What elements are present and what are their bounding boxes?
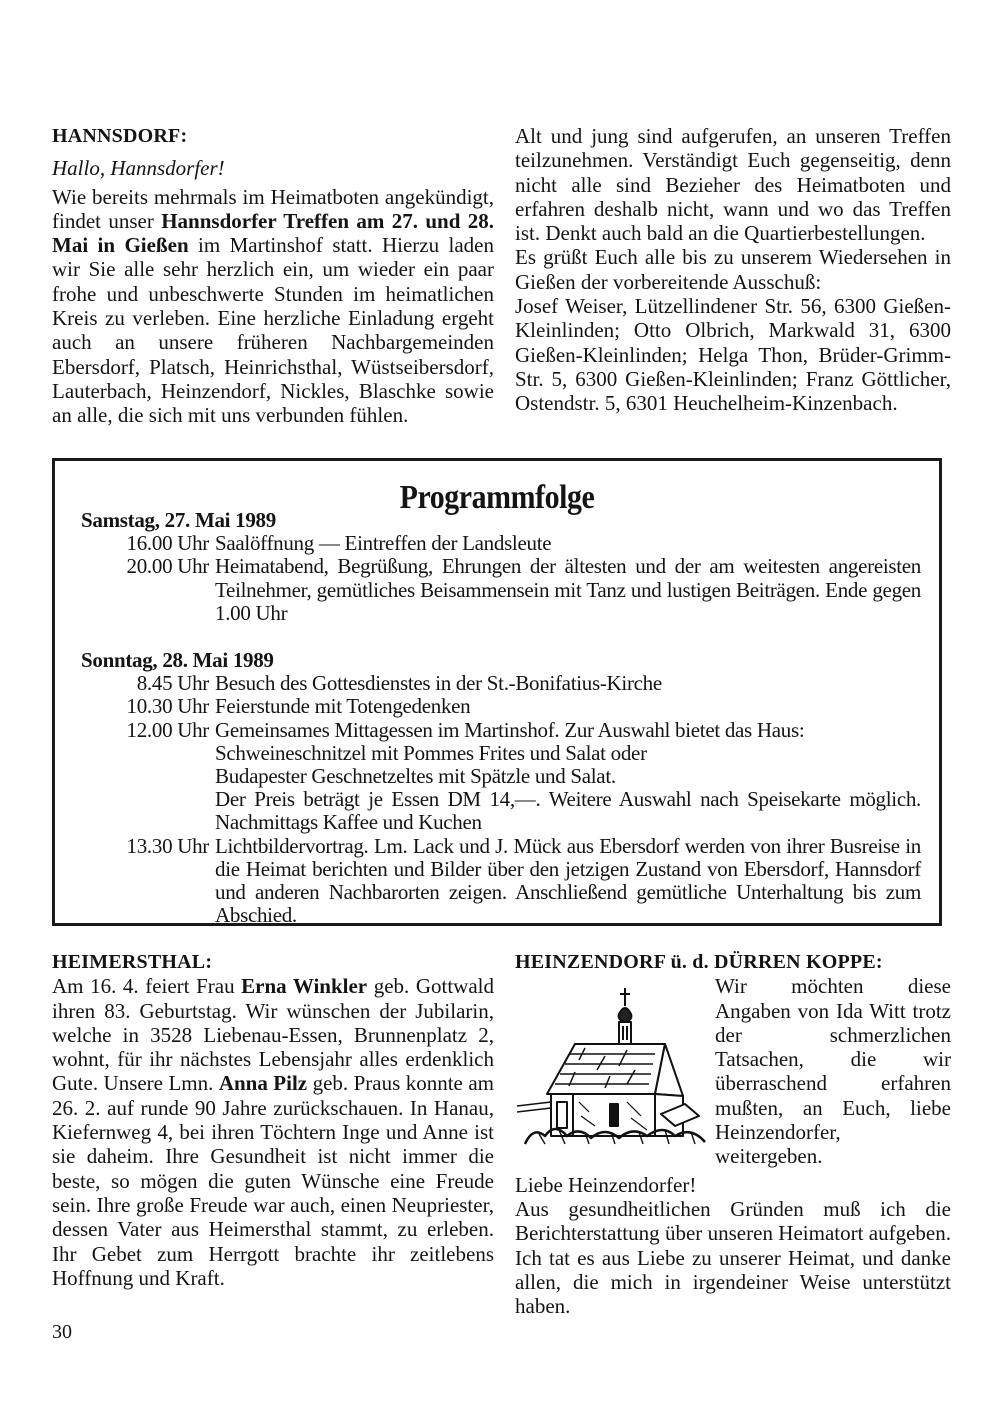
schedule-time: 12.00 Uhr [126, 717, 209, 742]
program-schedule [81, 509, 921, 927]
person-name: Erna Winkler [241, 974, 368, 999]
text-span: geb. Praus konnte am 26. 2. auf runde 90 Jahre zurückschauen. In Hanau, Kiefernweg 4, bei ihren Töchtern Inge und Anne ist sie daheim. Ihre Gesundheit ist nicht immer die beste, so mögen die guten Wünsche eine Freude sein. Ihre große Freude war auch, einen Neupriester, dessen Vater aus Heimersthal stammt, zu erleben. Ihr Gebet zum Herrgott brachte ihr zeitlebens Hoffnung und Kraft. [52, 1071, 494, 1290]
schedule-row [81, 555, 921, 625]
lunch-line: Schweineschnitzel mit Pommes Frites und Salat oder [215, 740, 647, 765]
schedule-row [81, 532, 921, 555]
schedule-description: Feierstunde mit Totengedenken [215, 694, 471, 719]
schedule-time: 10.30 Uhr [126, 694, 209, 719]
program-box [52, 458, 942, 926]
hannsdorf-heading: HANNSDORF: [52, 125, 188, 147]
schedule-row [81, 719, 921, 835]
page-number: 30 [52, 1321, 72, 1343]
schedule-time: 13.30 Uhr [126, 833, 209, 858]
hannsdorf-paragraph-1 [52, 185, 494, 428]
heinzendorf-heading: HEINZENDORF ü. d. DÜRREN KOPPE: [515, 951, 883, 973]
text-span: im Martinshof statt. Hierzu laden wir Sie alle sehr herzlich ein, um wieder ein paar frohe und unbeschwerte Stunden im heimatlichen Kreis zu verleben. Eine herzliche Einladung ergeht auch an unsere früheren Nachbargemeinden Ebersdorf, Platsch, Heinrichsthal, Wüstseibersdorf, Lauterbach, Heinzendorf, Nickles, Blaschke sowie an alle, die sich mit uns verbunden fühlen. [52, 233, 494, 428]
schedule-time: 16.00 Uhr [126, 531, 209, 556]
hannsdorf-section [52, 124, 494, 428]
hannsdorf-paragraph-2: Alt und jung sind aufgerufen, an unseren Treffen teilzunehmen. Verständigt Euch gegenseitig, denn nicht alle sind Bezieher des Heimatboten und erfahren deshalb nicht, wann und wo das Treffen ist. Denkt auch bald an die Quartierbestellungen. [515, 124, 951, 246]
person-name: Anna Pilz [218, 1071, 308, 1096]
text-span: Wie bereits mehrmals im Heimatboten angekündigt, findet unser [52, 184, 494, 233]
schedule-time: 8.45 Uhr [136, 671, 209, 696]
heinzendorf-letter [515, 1169, 951, 1319]
lunch-line: Budapester Geschnetzeltes mit Spätzle und Salat. [215, 764, 616, 789]
schedule-description: Heimatabend, Begrüßung, Ehrungen der ältesten und der am weitesten angereisten Teilnehmer, gemütliches Beisammensein mit Tanz und lustigen Beiträgen. Ende gegen 1.00 Uhr [215, 554, 921, 625]
hannsdorf-section-continued [515, 124, 951, 416]
schedule-time: 20.00 Uhr [126, 554, 209, 579]
schedule-row [81, 835, 921, 928]
schedule-row [81, 672, 921, 695]
lunch-line: Der Preis beträgt je Essen DM 14,—. Weitere Auswahl nach Speisekarte möglich. Nachmittags Kaffee und Kuchen [215, 787, 921, 835]
schedule-description: Lichtbildervortrag. Lm. Lack und J. Mück aus Ebersdorf werden von ihrer Busreise in die Heimat berichten und Bilder über den jetzigen Zustand von Ebersdorf, Hannsdorf und anderen Nachbarorten zeigen. Anschließend gemütliche Unterhaltung bis zum Abschied. [215, 833, 921, 928]
schedule-row [81, 695, 921, 718]
heinzendorf-paragraph: Aus gesundheitlichen Gründen muß ich die Berichterstattung über unseren Heimatort aufgeben. Ich tat es aus Liebe zu unserer Heimat, und danke allen, die mich in irgendeiner Weise unterstützt haben. [515, 1196, 951, 1319]
heinzendorf-salutation: Liebe Heinzendorfer! [515, 1172, 697, 1197]
church-illustration [515, 976, 709, 1148]
heimersthal-section [52, 950, 494, 1290]
hannsdorf-salutation: Hallo, Hannsdorfer! [52, 156, 225, 181]
hannsdorf-paragraph-3: Es grüßt Euch alle bis zu unserem Wiedersehen in Gießen der vorbereitende Ausschuß: [515, 245, 951, 294]
day-heading-saturday: Samstag, 27. Mai 1989 [81, 508, 276, 532]
heinzendorf-section [515, 950, 951, 1318]
schedule-description: Besuch des Gottesdienstes in der St.-Bonifatius-Kirche [215, 671, 662, 696]
text-span: geb. Gottwald ihren 83. Geburtstag. Wir wünschen der Jubilarin, welche in 3528 Liebenau-Essen, Brunnenplatz 2, wohnt, für ihr nächstes Lebensjahr alles erdenklich Gute. Unsere Lmn. [52, 974, 495, 1096]
schedule-description [209, 719, 921, 835]
event-highlight: Hannsdorfer Treffen am 27. und 28. Mai in Gießen [52, 208, 494, 258]
heimersthal-paragraph [52, 974, 494, 1290]
schedule-description: Saalöffnung — Eintreffen der Landsleute [215, 531, 552, 556]
text-span: Am 16. 4. feiert Frau [52, 974, 242, 999]
heinzendorf-intro: Wir möchten diese Angaben von Ida Witt trotz der schmerzlichen Tatsachen, die wir überraschend erfahren mußten, an Euch, liebe Heinzendorfer, weitergeben. [715, 974, 951, 1169]
lunch-line: Gemeinsames Mittagessen im Martinshof. Zur Auswahl bietet das Haus: [215, 717, 805, 742]
program-title: Programmfolge [399, 479, 595, 516]
church-icon [515, 976, 709, 1148]
day-heading-sunday: Sonntag, 28. Mai 1989 [81, 648, 274, 673]
hannsdorf-committee-addresses: Josef Weiser, Lützellindener Str. 56, 6300 Gießen-Kleinlinden; Otto Olbrich, Markwald 31, 6300 Gießen-Kleinlinden; Helga Thon, Brüder-Grimm-Str. 5, 6300 Gießen-Kleinlinden; Franz Göttlicher, Ostendstr. 5, 6301 Heuchelheim-Kinzenbach. [515, 294, 951, 416]
heimersthal-heading: HEIMERSTHAL: [52, 951, 213, 973]
